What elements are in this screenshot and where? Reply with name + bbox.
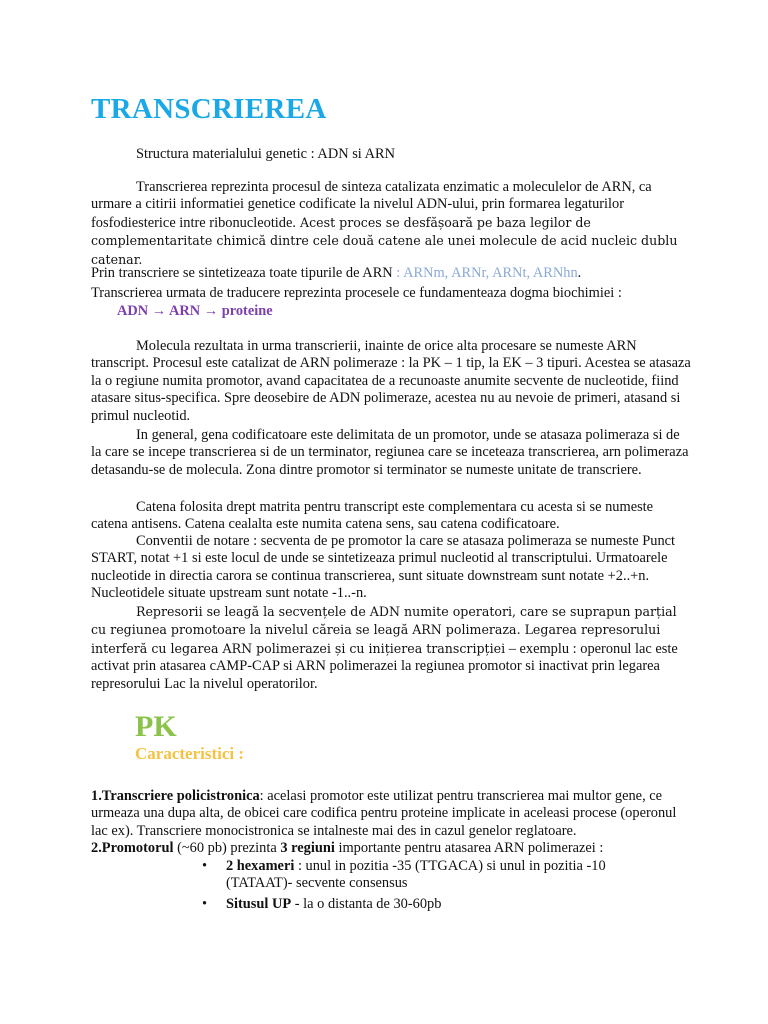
intro-text-a: Transcrierea reprezinta procesul de sinteza catalizata enzimatic a moleculelor de ARN, ca urmare a citirii informatiei genetice codificate la nivelul ADN-ului, prin formarea legaturilor fosfodiesterice intre ribonucleotide. (91, 179, 652, 231)
item2-paragraph (91, 840, 691, 857)
transcript-paragraph: Molecula rezultata in urma transcrierii, inainte de orice alta procesare se numeste ARN transcript. Procesul este catalizat de ARN polimeraze : la PK – 1 tip, la EK – 3 tipuri. Acestea se atasaza la o regiune numita promotor, avand capacitatea de a recunoaste anumite secvente de nucleotide, fiind atasare situs-specifica. Spre deosebire de ADN polimeraze, acestea nu au nevoie de primeri, atasand si primul nucleotid. (91, 338, 691, 424)
bullet-text: : unul in pozitia -35 (TTGACA) si unul in pozitia -10 (TATAAT)- secvente consensus (226, 858, 606, 892)
bullet-bold: 2 hexameri (226, 858, 295, 874)
item1-text: : acelasi promotor este utilizat pentru transcrierea mai multor gene, ce urmeaza una dupa alta, de obicei care codifica pentru proteine implicate in aceleasi procese (operonul lac ex). Transcriere monocistronica se intalneste mai des in cazul genelor reglatoare. (91, 788, 677, 839)
catena-paragraph: Catena folosita drept matrita pentru transcript este complementara cu acesta si se numeste catena antisens. Catena cealalta este numita catena sens, sau catena codificatoare. (91, 499, 654, 533)
represori-text-a: Represorii se leagă la secvențele de ADN numite operatori, care se suprapun parțial cu regiunea promotoare la nivelul căreia se leagă ARN polimeraza. Legarea represorului interferă cu legarea ARN polimerazei și cu inițierea transcripției (91, 604, 677, 656)
dogma-formula: ADN → ARN → proteine (117, 303, 273, 319)
item2-bold: 3 regiuni (280, 840, 335, 856)
intro-text-b: Acest proces se desfășoară pe baza legilor de complementaritate chimică dintre cele două catene ale unei molecule de acid nucleic dublu catenar. (91, 214, 678, 267)
bullet-icon: • (202, 858, 208, 874)
arn-line-end: . (577, 265, 582, 281)
intro-paragraph (91, 179, 691, 269)
item1-paragraph (91, 788, 691, 840)
gene-paragraph: In general, gena codificatoare este delimitata de un promotor, unde se atasaza polimeraza si de la care se incepe transcrierea si de un terminator, regiunea care se inceteaza transcrierea, arn polimeraza detasandu-se de molecula. Zona dintre promotor si terminator se numeste unitate de transcriere. (91, 427, 689, 478)
caracteristici-heading: Caracteristici : (135, 744, 245, 763)
item2-label: 2.Promotorul (91, 840, 174, 856)
list-item (200, 858, 640, 893)
arn-line-text: Prin transcriere se sintetizeaza toate tipurile de ARN (91, 265, 393, 281)
arn-types: : ARNm, ARNr, ARNt, ARNhn (392, 265, 578, 281)
promotor-bullet-list (200, 858, 640, 913)
page-title: TRANSCRIEREA (91, 93, 327, 125)
bullet-icon: • (202, 895, 208, 912)
bullet-bold: Situsul UP (226, 895, 292, 912)
item1-label: 1.Transcriere policistronica (91, 788, 260, 804)
list-item (200, 896, 640, 913)
item2-text-b: importante pentru atasarea ARN polimerazei : (334, 840, 604, 856)
represori-text-b: – exemplu : operonul lac este activat prin atasarea cAMP-CAP si ARN polimerazei la regiunea promotor si inactivat prin legarea represorului Lac la nivelul operatorilor. (91, 640, 678, 692)
conventii-paragraph: Conventii de notare : secventa de pe promotor la care se atasaza polimeraza se numeste Punct START, notat +1 si este locul de unde se sintetizeaza primul nucleotid al transcriptului. Urmatoarele nucleotide in directia carora se continua transcrierea, sunt situate downstream sunt notate +2..+n. Nucleotidele situate upstream sunt notate -1..-n. (91, 533, 676, 602)
bullet-text: - la o distanta de 30-60pb (291, 895, 442, 912)
represori-paragraph (91, 603, 691, 693)
item2-text-a: (~60 pb) prezinta (173, 840, 281, 856)
subtitle: Structura materialului genetic : ADN si ARN (136, 146, 395, 162)
dogma-line: Transcrierea urmata de traducere reprezinta procesele ce fundamenteaza dogma biochimiei : (91, 285, 622, 301)
pk-heading: PK (135, 710, 177, 743)
arn-types-line (91, 265, 581, 282)
